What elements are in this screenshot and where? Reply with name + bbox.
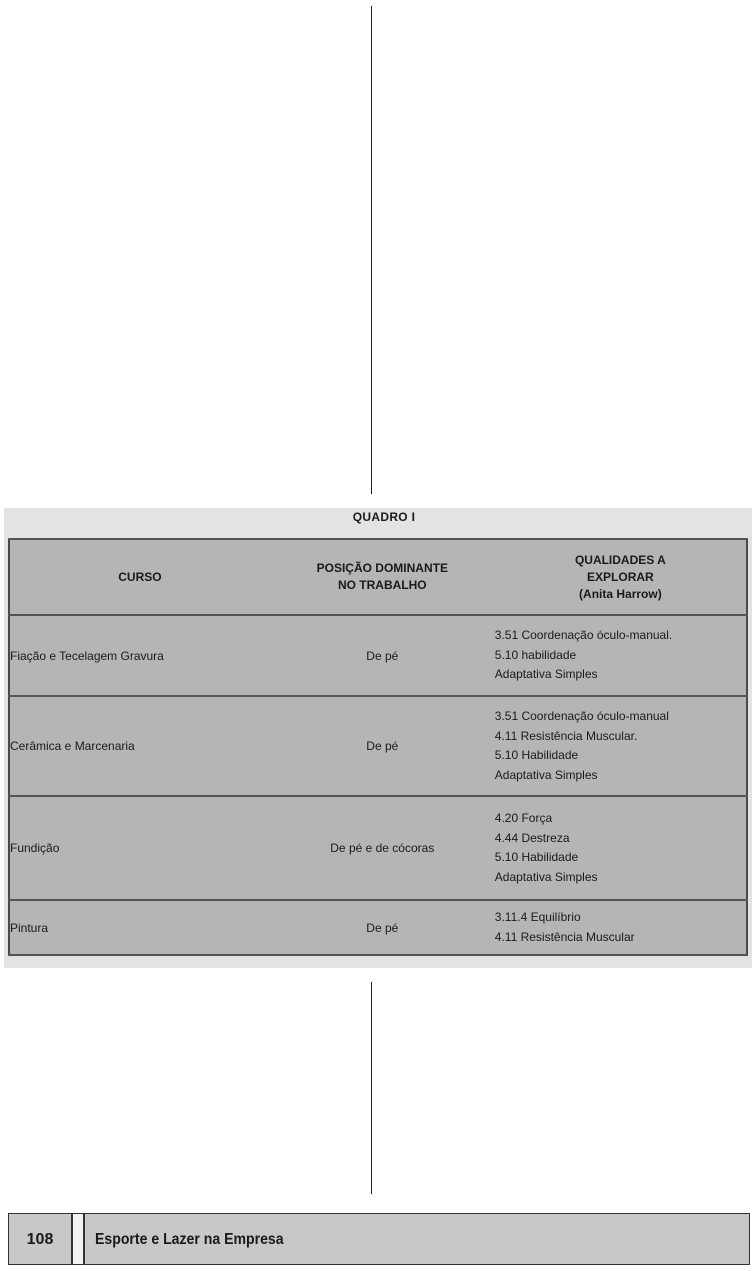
column-divider-top (371, 6, 372, 494)
page-footer (8, 1213, 750, 1265)
cell-posicao: De pé (270, 900, 495, 955)
page-number: 108 (9, 1214, 73, 1264)
quadro-title: QUADRO I (352, 510, 416, 524)
cell-posicao: De pé (270, 696, 495, 796)
cell-curso: Cerâmica e Marcenaria (9, 696, 270, 796)
cell-curso: Pintura (9, 900, 270, 955)
cell-qualidades (495, 696, 747, 796)
header-posicao (270, 539, 495, 615)
cell-posicao: De pé (270, 615, 495, 696)
header-posicao-line: NO TRABALHO (337, 578, 427, 592)
header-qualidades (495, 539, 747, 615)
qualidade-item: Adaptativa Simples (494, 869, 598, 884)
qualidade-item: 5.10 Habilidade (494, 850, 579, 865)
table-row (9, 615, 747, 696)
table-row (9, 796, 747, 900)
column-divider-bottom (371, 982, 372, 1194)
qualidade-item: Adaptativa Simples (494, 667, 598, 682)
book-title: Esporte e Lazer na Empresa (95, 1231, 284, 1248)
qualidade-item: 3.51 Coordenação óculo-manual. (494, 628, 673, 643)
table-row (9, 900, 747, 955)
qualidade-item: 5.10 Habilidade (494, 748, 579, 763)
cell-curso: Fundição (9, 796, 270, 900)
cell-qualidades (495, 900, 747, 955)
header-curso: CURSO (9, 539, 270, 615)
quadro-panel (4, 508, 752, 968)
qualidade-item: 3.51 Coordenação óculo-manual (494, 709, 669, 724)
cell-qualidades (495, 796, 747, 900)
header-row (9, 539, 747, 615)
qualidade-item: 5.10 habilidade (494, 647, 577, 662)
footer-separator (73, 1214, 85, 1264)
table-row (9, 696, 747, 796)
qualidade-item: 4.20 Força (494, 811, 553, 826)
cell-qualidades (495, 615, 747, 696)
qualidade-item: Adaptativa Simples (494, 767, 598, 782)
qualidade-item: 4.11 Resistência Muscular (494, 929, 635, 944)
qualidade-item: 4.11 Resistência Muscular. (494, 728, 638, 743)
cell-curso: Fiação e Tecelagem Gravura (9, 615, 270, 696)
qualidade-item: 3.11.4 Equilíbrio (494, 910, 581, 924)
header-qualidades-line: (Anita Harrow) (579, 586, 662, 601)
header-qualidades-line: EXPLORAR (587, 569, 654, 584)
quadro-table (8, 538, 748, 956)
qualidade-item: 4.44 Destreza (494, 830, 570, 845)
header-qualidades-line: QUALIDADES A (574, 552, 666, 567)
cell-posicao: De pé e de cócoras (270, 796, 495, 900)
header-posicao-line: POSIÇÃO DOMINANTE (316, 561, 448, 575)
